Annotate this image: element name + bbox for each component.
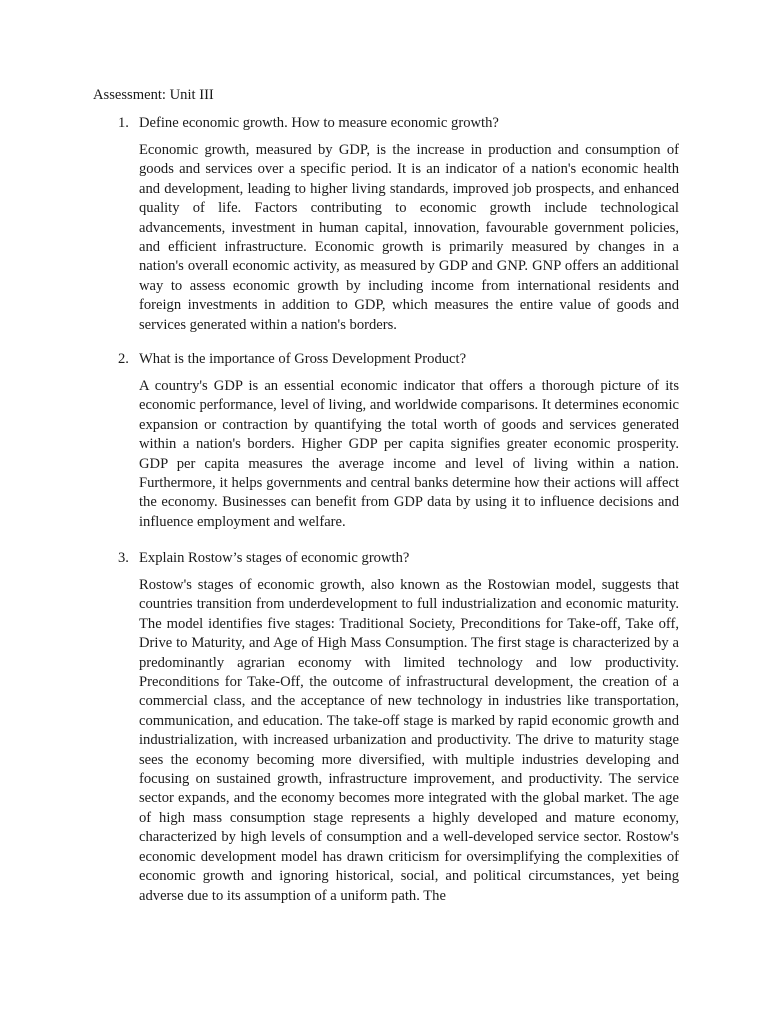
question-item	[118, 549, 678, 906]
question-heading	[118, 549, 678, 568]
document-title: Assessment: Unit III	[93, 87, 214, 103]
question-text: Define economic growth. How to measure economic growth?	[139, 115, 499, 131]
question-item	[118, 114, 678, 335]
question-number: 1.	[118, 115, 129, 131]
question-item	[118, 350, 678, 532]
answer-paragraph: A country's GDP is an essential economic indicator that offers a thorough picture of its economic performance, level of living, and worldwide comparisons. It determines economic expansion or contraction by quantifying the total worth of goods and services generated within a nation's borders. Higher GDP per capita signifies greater economic prosperity. GDP per capita measures the average income and level of living within a nation. Furthermore, it helps governments and central banks determine how their actions will affect the economy. Businesses can benefit from GDP data by using it to influence decisions and influence employment and welfare.	[139, 378, 679, 530]
question-heading	[118, 350, 678, 369]
answer-paragraph: Rostow's stages of economic growth, also known as the Rostowian model, suggests that countries transition from underdevelopment to full industrialization and economic maturity. The model identifies five stages: Traditional Society, Preconditions for Take-off, Take off, Drive to Maturity, and Age of High Mass Consumption. The first stage is characterized by a predominantly agrarian economy with limited technology and low productivity. Preconditions for Take-Off, the outcome of infrastructural development, the creation of a commercial class, and the acceptance of new technology in industries like transportation, communication, and education. The take-off stage is marked by rapid economic growth and industrialization, with increased urbanization and productivity. The drive to maturity stage sees the economy becoming more diversified, with multiple industries developing and focusing on sustained growth, infrastructure improvement, and productivity. The service sector expands, and the economy becomes more integrated with the global market. The age of high mass consumption stage represents a highly developed and mature economy, characterized by high levels of consumption and a well-developed service sector. Rostow's economic development model has drawn criticism for oversimplifying the complexities of economic growth and ignoring historical, social, and political circumstances, yet being adverse due to its assumption of a uniform path. The	[139, 577, 679, 904]
question-text: Explain Rostow’s stages of economic growth?	[139, 550, 410, 566]
answer-paragraph: Economic growth, measured by GDP, is the increase in production and consumption of goods and services over a specific period. It is an indicator of a nation's economic health and development, leading to higher living standards, improved job prospects, and enhanced quality of life. Factors contributing to economic growth include technological advancements, investment in human capital, innovation, favourable government policies, and efficient infrastructure. Economic growth is primarily measured by changes in a nation's overall economic activity, as measured by GDP and GNP. GNP offers an additional way to assess economic growth by including income from international residents and foreign investments in addition to GDP, which measures the entire value of goods and services generated within a nation's borders.	[139, 142, 679, 333]
question-number: 2.	[118, 351, 129, 367]
question-heading	[118, 114, 678, 133]
question-number: 3.	[118, 550, 129, 566]
question-text: What is the importance of Gross Development Product?	[139, 351, 467, 367]
